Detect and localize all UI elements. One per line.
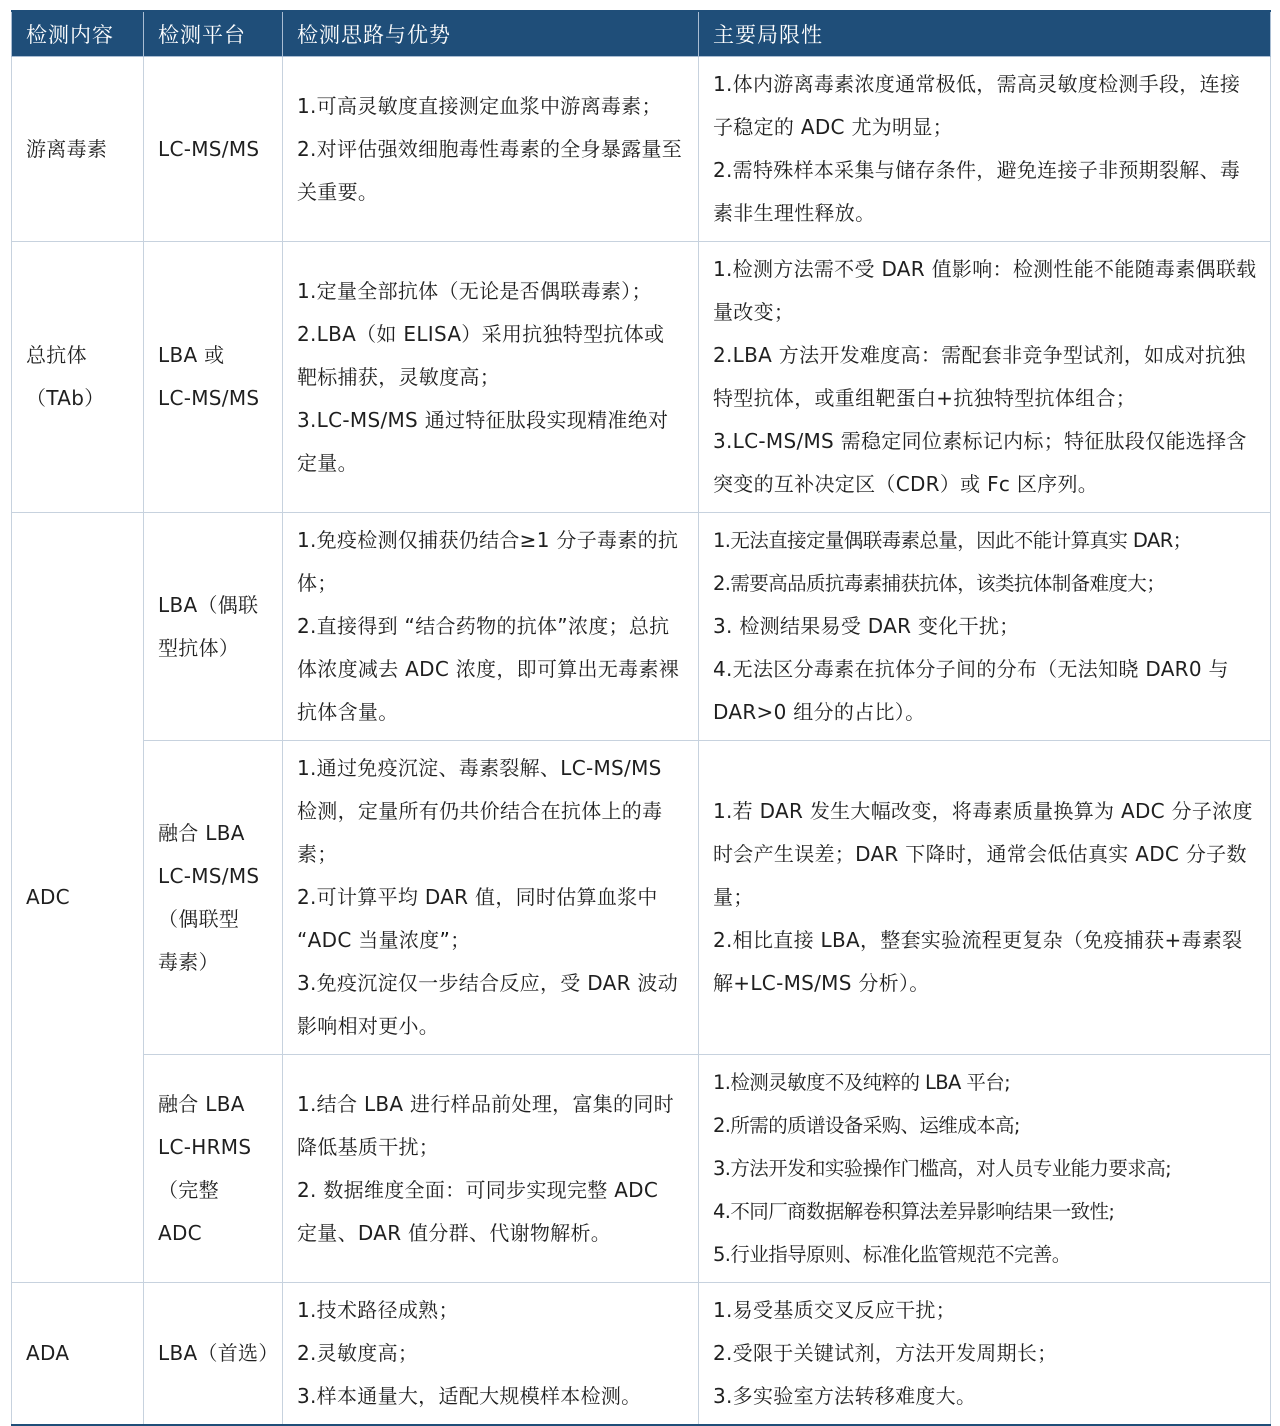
- comparison-table: [11, 10, 1271, 1426]
- content-text: ADC: [26, 885, 70, 909]
- content-cell: [12, 1283, 144, 1426]
- advantage-item: 2.LBA（如 ELISA）采用抗独特型抗体或靶标捕获，灵敏度高；: [297, 321, 665, 389]
- advantages-cell: [283, 741, 699, 1055]
- limitation-item: 1.无法直接定量偶联毒素总量，因此不能计算真实 DAR；: [713, 529, 1192, 552]
- limitation-item: 5.行业指导原则、标准化监管规范不完善。: [713, 1243, 1071, 1266]
- limitation-item: 1.若 DAR 发生大幅改变，将毒素质量换算为 ADC 分子浓度时会产生误差；DAR 下降时，通常会低估真实 ADC 分子数量；: [713, 799, 1253, 909]
- limitation-item: 1.体内游离毒素浓度通常极低，需高灵敏度检测手段，连接子稳定的 ADC 尤为明显；: [713, 72, 1241, 139]
- table-row: [12, 1283, 1271, 1426]
- advantage-item: 2. 数据维度全面：可同步实现完整 ADC 定量、DAR 值分群、代谢物解析。: [297, 1177, 659, 1245]
- platform-text: （完整: [158, 1177, 219, 1202]
- platform-cell: [144, 57, 283, 242]
- table-row: [12, 741, 1271, 1055]
- advantages-cell: [283, 242, 699, 513]
- limitation-item: 1.检测灵敏度不及纯粹的 LBA 平台;: [713, 1071, 1011, 1094]
- advantage-item: 1.通过免疫沉淀、毒素裂解、LC-MS/MS 检测，定量所有仍共价结合在抗体上的毒素；: [297, 756, 663, 866]
- limitation-item: 2.所需的质谱设备采购、运维成本高;: [713, 1114, 1020, 1137]
- advantage-item: 1.可高灵敏度直接测定血浆中游离毒素；: [297, 93, 662, 118]
- advantage-item: 3.免疫沉淀仅一步结合反应，受 DAR 波动影响相对更小。: [297, 971, 679, 1038]
- limitation-item: 3.LC-MS/MS 需稳定同位素标记内标；特征肽段仅能选择含突变的互补决定区（CDR）或 Fc 区序列。: [713, 429, 1247, 496]
- advantage-item: 2.直接得到 “结合药物的抗体”浓度；总抗体浓度减去 ADC 浓度，即可算出无毒素裸抗体含量。: [297, 614, 680, 724]
- advantage-item: 2.可计算平均 DAR 值，同时估算血浆中 “ADC 当量浓度”；: [297, 885, 658, 952]
- advantage-item: 2.对评估强效细胞毒性毒素的全身暴露量至关重要。: [297, 136, 683, 204]
- limitation-item: 2.需特殊样本采集与储存条件，避免连接子非预期裂解、毒素非生理性释放。: [713, 158, 1241, 225]
- advantages-cell: [283, 1055, 699, 1283]
- limitation-item: 2.受限于关键试剂，方法开发周期长；: [713, 1341, 1058, 1365]
- platform-text: LC-MS/MS: [158, 386, 260, 410]
- platform-text: LC-HRMS: [158, 1134, 252, 1159]
- platform-text: LBA 或: [158, 343, 225, 367]
- advantages-cell: [283, 513, 699, 741]
- table-row: [12, 1055, 1271, 1283]
- platform-text: 毒素）: [158, 949, 219, 974]
- platform-text: 融合 LBA: [158, 1091, 245, 1116]
- header-limitations: 主要局限性: [699, 11, 1271, 57]
- platform-cell: [144, 513, 283, 741]
- limitations-cell: [699, 513, 1271, 741]
- platform-text: ADC: [158, 1220, 202, 1245]
- limitation-item: 1.检测方法需不受 DAR 值影响：检测性能不能随毒素偶联载量改变；: [713, 257, 1257, 324]
- table-row: [12, 242, 1271, 513]
- platform-text: LBA（首选）: [158, 1341, 279, 1365]
- content-text: ADA: [26, 1341, 70, 1365]
- content-text: 总抗体: [26, 343, 87, 367]
- advantage-item: 3.LC-MS/MS 通过特征肽段实现精准绝对定量。: [297, 407, 669, 475]
- content-text: 游离毒素: [26, 136, 108, 161]
- limitation-item: 3.多实验室方法转移难度大。: [713, 1384, 977, 1408]
- limitation-item: 3.方法开发和实验操作门槛高，对人员专业能力要求高;: [713, 1157, 1172, 1180]
- limitations-cell: [699, 57, 1271, 242]
- table-row: [12, 57, 1271, 242]
- platform-cell: [144, 1055, 283, 1283]
- limitation-item: 2.需要高品质抗毒素捕获抗体，该类抗体制备难度大；: [713, 572, 1166, 595]
- platform-text: 型抗体）: [158, 635, 240, 660]
- limitations-cell: [699, 741, 1271, 1055]
- limitation-item: 3. 检测结果易受 DAR 变化干扰；: [713, 614, 1020, 638]
- platform-text: （偶联型: [158, 906, 240, 931]
- advantages-cell: [283, 1283, 699, 1426]
- table-row: [12, 513, 1271, 741]
- content-cell: [12, 57, 144, 242]
- header-content: 检测内容: [12, 11, 144, 57]
- advantage-item: 2.灵敏度高；: [297, 1341, 419, 1365]
- content-cell: [12, 242, 144, 513]
- limitation-item: 2.LBA 方法开发难度高：需配套非竞争型试剂，如成对抗独特型抗体，或重组靶蛋白+抗独特型抗体组合；: [713, 343, 1246, 410]
- limitation-item: 1.易受基质交叉反应干扰；: [713, 1298, 956, 1322]
- platform-text: 融合 LBA: [158, 820, 245, 845]
- content-cell: [12, 513, 144, 1283]
- limitation-item: 2.相比直接 LBA，整套实验流程更复杂（免疫捕获+毒素裂解+LC-MS/MS 分析）。: [713, 928, 1243, 995]
- platform-text: LC-MS/MS: [158, 136, 260, 161]
- limitation-item: 4.无法区分毒素在抗体分子间的分布（无法知晓 DAR0 与 DAR>0 组分的占比）。: [713, 657, 1229, 724]
- advantage-item: 1.定量全部抗体（无论是否偶联毒素）；: [297, 278, 652, 303]
- header-advantages: 检测思路与优势: [283, 11, 699, 57]
- platform-cell: [144, 242, 283, 513]
- limitations-cell: [699, 1283, 1271, 1426]
- header-row: [12, 11, 1271, 57]
- advantages-cell: [283, 57, 699, 242]
- limitation-item: 4.不同厂商数据解卷积算法差异影响结果一致性;: [713, 1200, 1115, 1223]
- platform-cell: [144, 741, 283, 1055]
- advantage-item: 1.结合 LBA 进行样品前处理，富集的同时降低基质干扰；: [297, 1091, 674, 1159]
- platform-text: LC-MS/MS: [158, 863, 260, 888]
- platform-text: LBA（偶联: [158, 592, 259, 617]
- limitations-cell: [699, 242, 1271, 513]
- platform-cell: [144, 1283, 283, 1426]
- limitations-cell: [699, 1055, 1271, 1283]
- advantage-item: 1.技术路径成熟；: [297, 1298, 459, 1322]
- header-platform: 检测平台: [144, 11, 283, 57]
- advantage-item: 3.样本通量大，适配大规模样本检测。: [297, 1384, 642, 1408]
- advantage-item: 1.免疫检测仅捕获仍结合≥1 分子毒素的抗体；: [297, 528, 679, 595]
- content-text: （TAb）: [26, 386, 105, 410]
